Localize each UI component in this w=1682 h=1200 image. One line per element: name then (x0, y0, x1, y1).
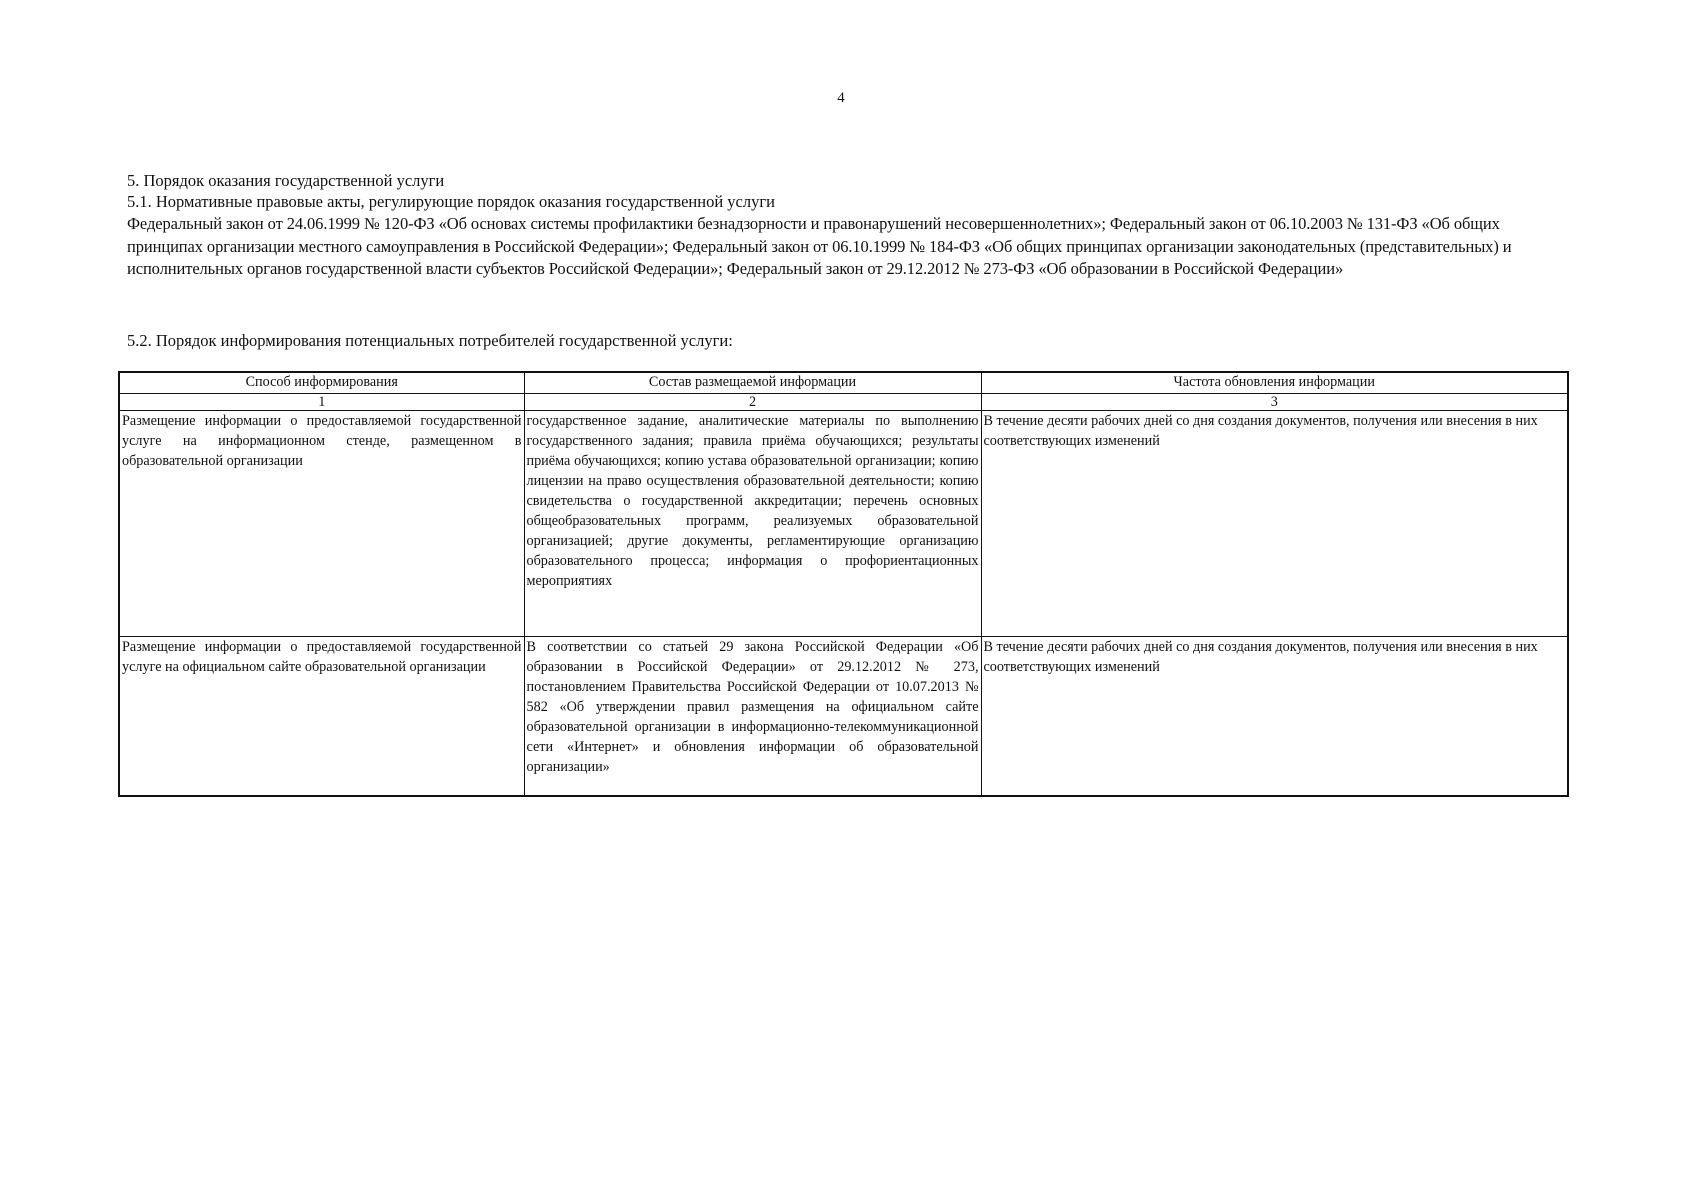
header-frequency: Частота обновления информации (981, 372, 1568, 394)
subsection-title-legal-acts: 5.1. Нормативные правовые акты, регулирующие порядок оказания государственной услуги (127, 192, 775, 211)
column-number: 2 (524, 394, 981, 411)
table-row (119, 637, 1568, 797)
column-number: 3 (981, 394, 1568, 411)
cell-frequency: В течение десяти рабочих дней со дня создания документов, получения или внесения в них соответствующих изменений (981, 637, 1568, 797)
cell-method: Размещение информации о предоставляемой государственной услуге на официальном сайте образовательной организации (119, 637, 524, 797)
header-content: Состав размещаемой информации (524, 372, 981, 394)
table-row (119, 411, 1568, 637)
table-column-number-row (119, 394, 1568, 411)
cell-method: Размещение информации о предоставляемой государственной услуге на информационном стенде, размещенном в образовательной организации (119, 411, 524, 637)
page-number: 4 (837, 90, 845, 106)
column-number: 1 (119, 394, 524, 411)
subsection-title-informing: 5.2. Порядок информирования потенциальных потребителей государственной услуги: (127, 331, 733, 350)
legal-acts-text: Федеральный закон от 24.06.1999 № 120-ФЗ «Об основах системы профилактики безнадзорности и правонарушений несовершеннолетних»; Федеральный закон от 06.10.2003 № 131-ФЗ «Об общих принципах организации местного самоуправления в Российской Федерации»; Федеральный закон от 06.10.1999 № 184-ФЗ «Об общих принципах организации законодательных (представительных) и исполнительных органов государственной власти субъектов Российской Федерации»; Федеральный закон от 29.12.2012 № 273-ФЗ «Об образовании в Российской Федерации» (127, 214, 1512, 278)
section-title: 5. Порядок оказания государственной услуги (127, 171, 445, 190)
cell-content: государственное задание, аналитические материалы по выполнению государственного задания; правила приёма обучающихся; результаты приёма обучающихся; копию устава образовательной организации; копию лицензии на право осуществления образовательной деятельности; копию свидетельства о государственной аккредитации; перечень основных общеобразовательных программ, реализуемых образовательной организацией; другие документы, регламентирующие организацию образовательного процесса; информация о профориентационных мероприятиях (524, 411, 981, 637)
header-method: Способ информирования (119, 372, 524, 394)
cell-content: В соответствии со статьей 29 закона Российской Федерации «Об образовании в Российской Федерации» от 29.12.2012 № 273, постановлением Правительства Российской Федерации от 10.07.2013 № 582 «Об утверждении правил размещения на официальном сайте образовательной организации в информационно-телекоммуникационной сети «Интернет» и обновления информации об образовательной организации» (524, 637, 981, 797)
informing-methods-table (118, 371, 1569, 797)
cell-frequency: В течение десяти рабочих дней со дня создания документов, получения или внесения в них соответствующих изменений (981, 411, 1568, 637)
table-header-row (119, 372, 1568, 394)
